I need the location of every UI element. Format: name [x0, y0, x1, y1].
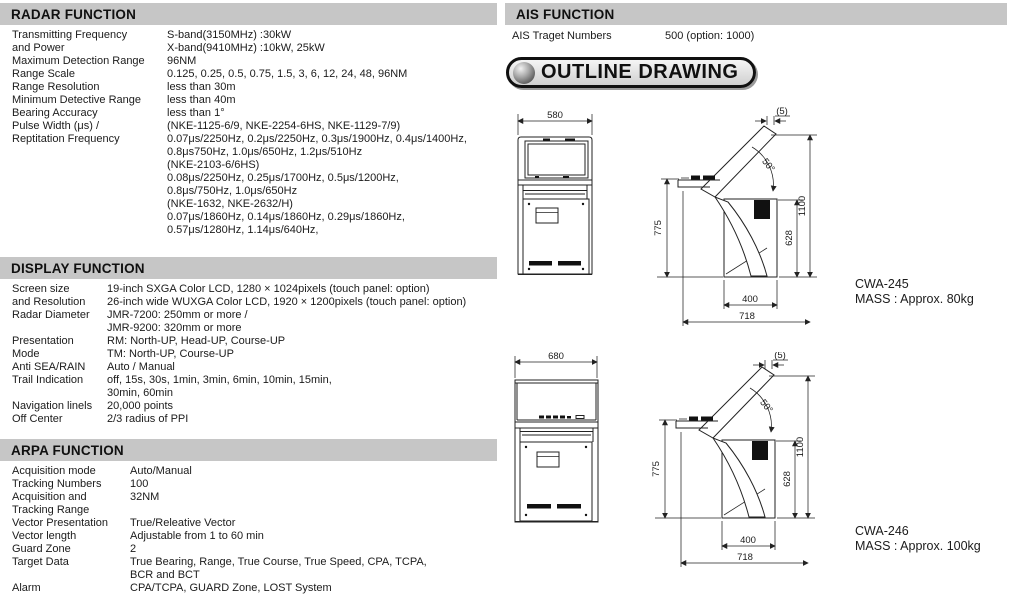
spec-label: Bearing Accuracy [12, 107, 98, 119]
dim-desk-height: 775 [653, 220, 664, 236]
spec-row [12, 94, 496, 107]
spec-value: Auto/Manual [130, 465, 192, 477]
spec-row [12, 81, 496, 94]
dim-angle: 50° [757, 397, 775, 416]
outline-drawing-cwa245 [505, 105, 895, 335]
dim-base-width: 400 [740, 535, 756, 546]
model-number: CWA-246 [855, 524, 909, 538]
spec-row [12, 543, 496, 556]
spec-row [12, 29, 496, 55]
badge-label: OUTLINE DRAWING [541, 61, 739, 83]
sphere-icon [513, 62, 535, 84]
dim-top-offset: (5) [774, 352, 786, 361]
outline-drawing-cwa246 [505, 352, 895, 572]
section-title: DISPLAY FUNCTION [11, 260, 145, 276]
spec-label: Anti SEA/RAIN [12, 361, 86, 373]
section-title: ARPA FUNCTION [11, 442, 124, 458]
spec-row [12, 68, 496, 81]
section-header-display [0, 257, 497, 279]
spec-label: Presentation Mode [12, 335, 74, 360]
spec-label: Range Scale [12, 68, 75, 80]
spec-label: Alarm [12, 582, 41, 594]
section-title: RADAR FUNCTION [11, 6, 137, 22]
spec-label: Trail Indication [12, 374, 84, 386]
spec-label: AIS Traget Numbers [512, 30, 612, 42]
spec-label: Range Resolution [12, 81, 100, 93]
outline-drawing-badge [506, 57, 756, 88]
spec-value: 20,000 points [107, 400, 174, 412]
spec-row [12, 309, 496, 335]
radar-spec-table [12, 29, 496, 237]
dim-back-height: 628 [782, 471, 793, 487]
spec-value: True Bearing, Range, True Course, True Speed, CPA, TCPA, BCR and BCT [130, 556, 427, 581]
spec-row [12, 283, 496, 309]
dim-total-height: 1100 [795, 436, 806, 458]
spec-value: Adjustable from 1 to 60 min [130, 530, 264, 542]
spec-value: less than 1° [167, 107, 225, 119]
spec-row [12, 335, 496, 361]
arpa-spec-table [12, 465, 496, 595]
spec-row [12, 361, 496, 374]
spec-row [12, 55, 496, 68]
section-title: AIS FUNCTION [516, 6, 615, 22]
spec-label: Maximum Detection Range [12, 55, 145, 67]
cwa245-side-view [653, 106, 817, 326]
dim-back-height: 628 [784, 230, 795, 246]
spec-label: Pulse Width (μs) / Reptitation Frequency [12, 120, 120, 145]
spec-label: Off Center [12, 413, 63, 425]
model-number: CWA-245 [855, 277, 909, 291]
spec-row [12, 582, 496, 595]
display-spec-table [12, 283, 496, 426]
spec-label: Minimum Detective Range [12, 94, 141, 106]
spec-value: 96NM [167, 55, 197, 67]
spec-label: Vector Presentation [12, 517, 109, 529]
ais-spec-table [512, 30, 1006, 43]
model-caption-cwa245 [855, 277, 974, 307]
spec-row [12, 491, 496, 517]
spec-label: Transmitting Frequency and Power [12, 29, 128, 54]
spec-label: Vector length [12, 530, 77, 542]
model-caption-cwa246 [855, 524, 981, 554]
cwa245-front-view [518, 110, 592, 275]
spec-value: True/Releative Vector [130, 517, 236, 529]
spec-value: Auto / Manual [107, 361, 175, 373]
spec-value: (NKE-1125-6/9, NKE-2254-6HS, NKE-1129-7/9) 0.07μs/2250Hz, 0.2μs/2250Hz, 0.3μs/1900Hz, 0.4μs/1400Hz, 0.8μs750Hz, 1.0μs/650Hz, 1.2μs/510Hz (NKE-2103-6/6HS) 0.08μs/2250Hz, 0.25μs/1700Hz, 0.5μs/1200Hz, 0.8μs/750Hz, 1.0μs/650Hz (NKE-1632, NKE-2632/H) 0.07μs/1860Hz, 0.14μs/1860Hz, 0.29μs/1860Hz, 0.57μs/1280Hz, 1.14μs/640Hz, [167, 120, 467, 236]
spec-value: 2/3 radius of PPI [107, 413, 189, 425]
spec-row [12, 374, 496, 400]
section-header-ais [505, 3, 1007, 25]
dim-top-offset: (5) [776, 106, 788, 117]
spec-value: less than 30m [167, 81, 236, 93]
spec-row [12, 400, 496, 413]
spec-value: JMR-7200: 250mm or more / JMR-9200: 320mm or more [107, 309, 248, 334]
spec-row [12, 556, 496, 582]
spec-row [12, 465, 496, 478]
spec-value: CPA/TCPA, GUARD Zone, LOST System [130, 582, 332, 594]
spec-value: S-band(3150MHz) :30kW X-band(9410MHz) :10kW, 25kW [167, 29, 325, 54]
spec-row [12, 120, 496, 237]
spec-label: Acquisition mode [12, 465, 96, 477]
spec-value: RM: North-UP, Head-UP, Course-UP TM: North-UP, Course-UP [107, 335, 286, 360]
spec-label: Tracking Numbers [12, 478, 102, 490]
spec-label: Screen size and Resolution [12, 283, 86, 308]
dim-desk-height: 775 [651, 461, 662, 477]
spec-row [512, 30, 1006, 43]
spec-row [12, 413, 496, 426]
dim-angle: 50° [759, 156, 777, 175]
spec-value: less than 40m [167, 94, 236, 106]
spec-value: 0.125, 0.25, 0.5, 0.75, 1.5, 3, 6, 12, 24, 48, 96NM [167, 68, 408, 80]
spec-value: 100 [130, 478, 149, 490]
dim-front-width: 580 [547, 110, 563, 121]
dim-front-width: 680 [548, 352, 564, 362]
model-mass: MASS : Approx. 80kg [855, 292, 974, 306]
spec-row [12, 517, 496, 530]
dim-total-height: 1100 [797, 195, 808, 217]
dim-base-width: 400 [742, 294, 758, 305]
cwa245-drawing-svg [505, 105, 895, 335]
dim-overall-depth: 718 [739, 311, 755, 322]
spec-row [12, 107, 496, 120]
spec-value: 2 [130, 543, 137, 555]
spec-row [12, 530, 496, 543]
spec-value: off, 15s, 30s, 1min, 3min, 6min, 10min, 15min, 30min, 60min [107, 374, 332, 399]
model-mass: MASS : Approx. 100kg [855, 539, 981, 553]
spec-value: 500 (option: 1000) [665, 30, 755, 42]
section-header-arpa [0, 439, 497, 461]
spec-label: Radar Diameter [12, 309, 90, 321]
dim-overall-depth: 718 [737, 552, 753, 563]
section-header-radar [0, 3, 497, 25]
spec-label: Acquisition and Tracking Range [12, 491, 90, 516]
spec-label: Target Data [12, 556, 69, 568]
spec-value: 32NM [130, 491, 160, 503]
spec-row [12, 478, 496, 491]
cwa246-front-view [515, 352, 598, 522]
spec-label: Navigation linels [12, 400, 93, 412]
spec-value: 19-inch SXGA Color LCD, 1280 × 1024pixels (touch panel: option) 26-inch wide WUXGA Color LCD, 1920 × 1200pixels (touch panel: option) [107, 283, 467, 308]
cwa246-drawing-svg [505, 352, 895, 572]
cwa246-side-view [651, 352, 815, 567]
spec-label: Guard Zone [12, 543, 71, 555]
